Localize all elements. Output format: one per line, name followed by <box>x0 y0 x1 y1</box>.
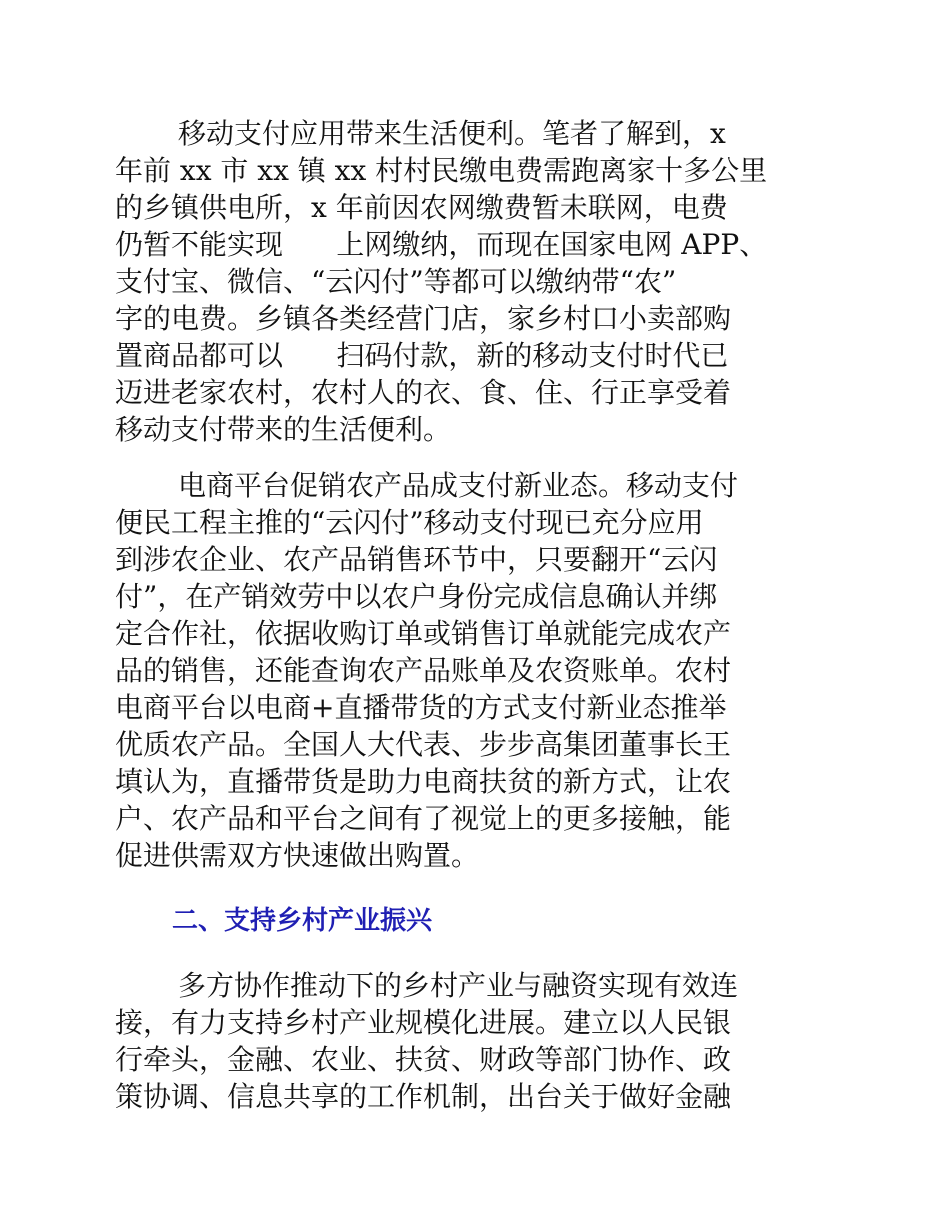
paragraph-2-line-4: 付”，在产销效劳中以农户身份完成信息确认并绑 <box>115 580 718 613</box>
paragraph-2-line-2: 便民工程主推的“云闪付”移动支付现已充分应用 <box>115 506 704 539</box>
paragraph-2-line-10: 户、农产品和平台之间有了视觉上的更多接触，能 <box>115 802 732 835</box>
paragraph-1-line-8: 迈进老家农村，农村人的衣、食、住、行正享受着 <box>115 376 732 409</box>
paragraph-2-line-9: 填认为，直播带货是助力电商扶贫的新方式，让农 <box>115 765 732 798</box>
paragraph-1-line-5: 支付宝、微信、“云闪付”等都可以缴纳带“农” <box>115 265 677 298</box>
paragraph-3-line-3: 行牵头，金融、农业、扶贫、财政等部门协作、政 <box>115 1043 732 1076</box>
paragraph-1-line-4: 仍暂不能实现 上网缴纳，而现在国家电网 APP、 <box>115 228 768 261</box>
paragraph-3-line-2: 接，有力支持乡村产业规模化进展。建立以人民银 <box>115 1006 732 1039</box>
paragraph-2-line-1: 电商平台促销农产品成支付新业态。移动支付 <box>178 469 739 502</box>
paragraph-1-line-6: 字的电费。乡镇各类经营门店，家乡村口小卖部购 <box>115 302 732 335</box>
paragraph-1-line-9: 移动支付带来的生活便利。 <box>115 413 452 446</box>
paragraph-3-line-4: 策协调、信息共享的工作机制，出台关于做好金融 <box>115 1080 732 1113</box>
paragraph-1-line-2: 年前 xx 市 xx 镇 xx 村村民缴电费需跑离家十多公里 <box>115 154 768 187</box>
paragraph-1-line-1: 移动支付应用带来生活便利。笔者了解到，x <box>178 117 726 150</box>
paragraph-1-line-3: 的乡镇供电所，x 年前因农网缴费暂未联网，电费 <box>115 191 728 224</box>
paragraph-2-line-7: 电商平台以电商+直播带货的方式支付新业态推举 <box>115 691 727 724</box>
paragraph-1-line-7: 置商品都可以 扫码付款，新的移动支付时代已 <box>115 339 729 372</box>
paragraph-2-line-3: 到涉农企业、农产品销售环节中，只要翻开“云闪 <box>115 543 718 576</box>
paragraph-2-line-8: 优质农产品。全国人大代表、步步高集团董事长王 <box>115 728 732 761</box>
paragraph-2-line-6: 品的销售，还能查询农产品账单及农资账单。农村 <box>115 654 732 687</box>
paragraph-2-line-5: 定合作社，依据收购订单或销售订单就能完成农产 <box>115 617 732 650</box>
section-heading: 二、支持乡村产业振兴 <box>172 906 433 936</box>
paragraph-3-line-1: 多方协作推动下的乡村产业与融资实现有效连 <box>178 969 739 1002</box>
paragraph-2-line-11: 促进供需双方快速做出购置。 <box>115 839 480 872</box>
